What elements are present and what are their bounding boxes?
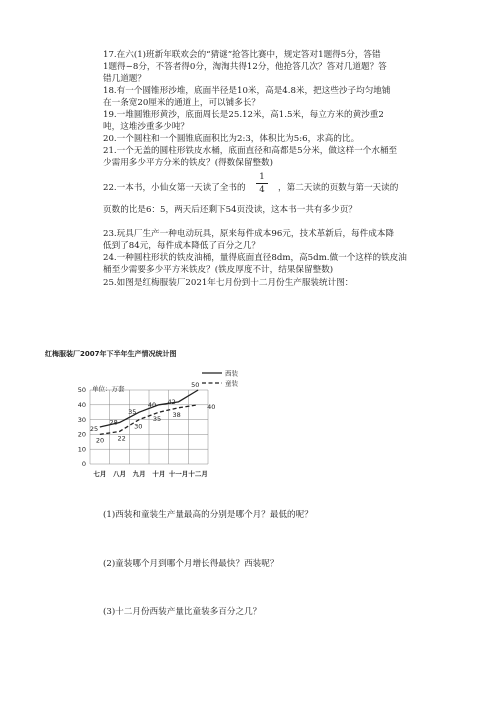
question-2: (2)童装哪个月到哪个月增长得最快？西装呢？: [103, 559, 279, 569]
problem-21-line-1: 21.一个无盖的圆柱形铁皮水桶，底面直径和高都是5分米，做这样一个水桶至: [103, 146, 398, 156]
y-tick-label: 50: [77, 386, 86, 395]
problem-17-line-3: 错几道题？: [103, 74, 146, 84]
chart-title: 红梅服装厂2007年下半年生产情况统计图: [45, 350, 177, 358]
x-tick-label: 七月: [93, 470, 107, 478]
problem-20-line-1: 20.一个圆柱和一个圆锥底面积比为2:3，体积比为5:6，求高的比。: [103, 134, 360, 144]
chart-legend: [202, 368, 239, 387]
data-label: 35: [128, 408, 137, 417]
problem-19-line-1: 19.一堆圆锥形黄沙，底面周长是25.12米，高1.5米，每立方米的黄沙重2: [103, 110, 384, 120]
data-label: 25: [89, 425, 99, 433]
problem-24-line-1: 24.一种圆柱形状的铁皮油桶，量得底面直径8dm，高5dm.做一个这样的铁皮油: [103, 253, 407, 263]
y-tick-label: 40: [77, 401, 86, 409]
x-tick-label: 九月: [132, 470, 146, 478]
data-label: 50: [191, 381, 200, 389]
data-label: 35: [152, 415, 162, 424]
question-1: (1)西装和童装生产量最高的分别是哪个月？最低的呢？: [103, 510, 313, 520]
data-label: 42: [167, 397, 176, 406]
fraction-denominator: 4: [259, 185, 265, 195]
y-tick-label: 30: [77, 415, 86, 424]
x-tick-label: 八月: [113, 470, 126, 478]
data-label: 40: [147, 400, 157, 409]
problem-24-line-2: 桶至少需要多少平方米铁皮？(铁皮厚度不计，结果保留整数): [103, 265, 334, 275]
problem-25-line-1: 25.如图是红梅服装厂2021年七月份到十二月份生产服装统计图：: [103, 278, 354, 288]
x-tick-label: 十二月: [188, 470, 208, 478]
problem-22-line-1b: ，第二天读的页数与第一天读的: [278, 183, 399, 193]
legend-label: 西装: [225, 369, 238, 378]
data-label: 40: [207, 402, 216, 411]
x-tick-label: 十一月: [168, 470, 189, 478]
clothing-production-line-chart: [45, 340, 242, 490]
problem-23-line-1: 23.玩具厂生产一种电动玩具，原来每件成本96元，技术革新后，每件成本降: [103, 229, 395, 239]
problem-22-line-1a: 22.一本书，小仙女第一天读了全书的: [103, 183, 246, 193]
question-3: (3)十二月份西装产量比童装多百分之几？: [103, 607, 262, 617]
y-tick-label: 0: [81, 460, 86, 469]
data-label: 30: [134, 422, 143, 431]
problem-23-line-2: 低到了84元，每件成本降低了百分之几？: [103, 241, 261, 251]
problem-17-line-2: 1题得−8分，不答者得0分，淘淘共得12分，他抢答几次？答对几道题？答: [103, 62, 387, 72]
problem-18-line-2: 在一条宽20厘米的通道上，可以铺多长？: [103, 98, 261, 108]
y-axis-unit-label: 单位：万套: [92, 385, 125, 393]
data-label: 22: [117, 434, 126, 443]
y-tick-label: 10: [77, 445, 86, 454]
problem-22-fraction: [256, 172, 268, 195]
data-label: 38: [172, 410, 181, 419]
problem-22-line-2: 页数的比是6：5，两天后还剩下54页没读，这本书一共有多少页？: [103, 205, 357, 215]
problem-18-line-1: 18.有一个圆锥形沙堆，底面半径是10米，高是4.8米，把这些沙子均匀地铺: [103, 86, 391, 96]
x-tick-label: 十月: [152, 470, 166, 478]
data-label: 20: [95, 436, 105, 445]
y-tick-label: 20: [77, 430, 86, 439]
legend-label: 童装: [225, 379, 238, 388]
fraction-bar: [256, 183, 268, 184]
problem-19-line-2: 吨，这堆沙重多少吨？: [103, 122, 189, 132]
problem-17-line-1: 17.在六(1)班新年联欢会的“猜谜”抢答比赛中，规定答对1题得5分，答错: [103, 50, 381, 60]
fraction-numerator: 1: [259, 172, 265, 182]
data-label: 28: [109, 418, 118, 427]
problem-21-line-2: 少需用多少平方分米的铁皮？(得数保留整数): [103, 158, 273, 168]
